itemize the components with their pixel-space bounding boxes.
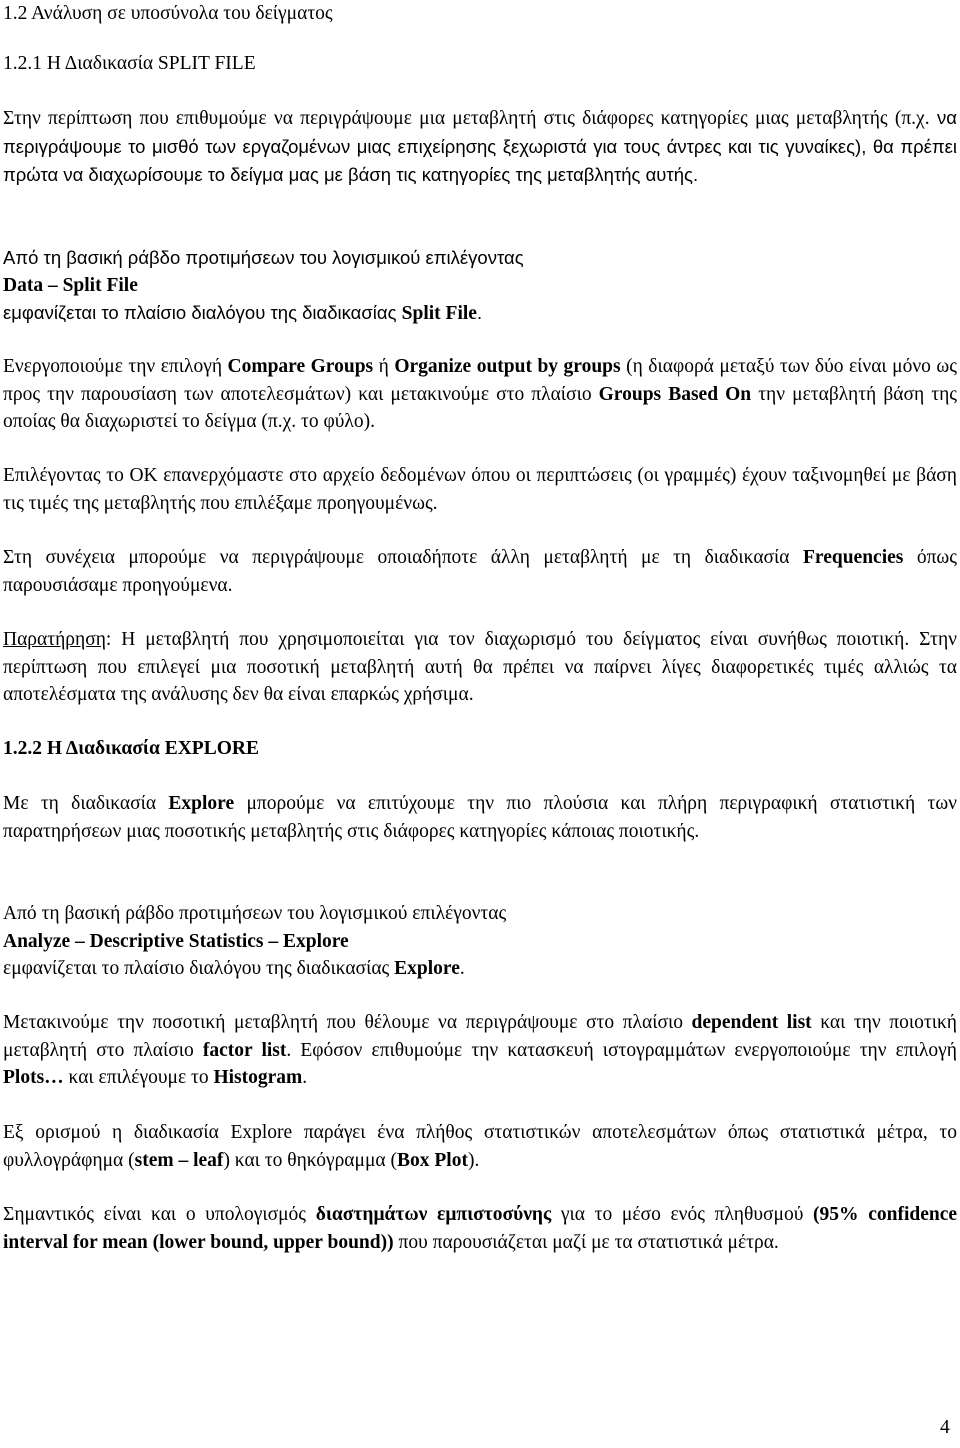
paragraph-split-menu bbox=[3, 244, 957, 328]
split-file-dialog-name: Split File bbox=[401, 303, 477, 324]
factor-list-box: factor list bbox=[202, 1039, 287, 1061]
confidence-intervals-term: διαστημάτων εμπιστοσύνης bbox=[315, 1204, 552, 1225]
paragraph-explore-menu bbox=[3, 900, 957, 983]
split-menu-result-text: εμφανίζεται το πλαίσιο διαλόγου της διαδικασίας bbox=[3, 302, 402, 323]
paragraph-note bbox=[3, 626, 957, 709]
output-text-3: ). bbox=[467, 1149, 480, 1171]
dependent-text-1: Μετακινούμε την ποσοτική μεταβλητή που θέλουμε να περιγράψουμε στο πλαίσιο bbox=[3, 1012, 692, 1033]
explore-menu-result-text: εμφανίζεται το πλαίσιο διαλόγου της διαδικασίας bbox=[3, 958, 395, 979]
paragraph-split-intro-sans: να περιγράψουμε το μισθό των εργαζομένων μιας επιχείρησης ξεχωριστά για τους άντρες και τις γυναίκες), θα πρέπει πρώτα να διαχωρίσουμε το δείγμα μας με βάση τις κατηγορίες της μεταβλητής αυτής. bbox=[3, 107, 957, 185]
compare-text-4: την μεταβλητή βάση της οποίας θα διαχωριστεί το δείγμα (π.χ. το φύλο). bbox=[3, 383, 957, 432]
plots-option: Plots… bbox=[3, 1067, 64, 1088]
explore-procedure: Explore bbox=[168, 793, 235, 814]
stem-leaf-term: stem – leaf bbox=[134, 1149, 224, 1171]
organize-output-option: Organize output by groups bbox=[394, 356, 621, 377]
page-number: 4 bbox=[940, 1417, 950, 1438]
ci-text-3: που παρουσιάζεται μαζί με τα στατιστικά μέτρα. bbox=[393, 1231, 779, 1253]
output-text-2: ) και το θηκόγραμμα ( bbox=[223, 1149, 398, 1171]
paragraph-confidence-interval bbox=[3, 1201, 957, 1256]
histogram-option: Histogram bbox=[213, 1067, 303, 1088]
section-heading: 1.2 Ανάλυση σε υποσύνολα του δείγματος bbox=[3, 3, 333, 24]
split-menu-result-end: . bbox=[476, 302, 483, 323]
explore-menu-path: Analyze – Descriptive Statistics – Explore bbox=[3, 930, 349, 952]
groups-based-on-box: Groups Based On bbox=[598, 383, 752, 405]
paragraph-explore-output bbox=[3, 1119, 957, 1174]
freq-text-2: όπως παρουσιάσαμε προηγούμενα. bbox=[3, 547, 957, 596]
dependent-list-box: dependent list bbox=[691, 1012, 812, 1033]
split-menu-path: Data – Split File bbox=[3, 274, 138, 296]
note-label: Παρατήρηση bbox=[3, 629, 106, 650]
note-text: : Η μεταβλητή που χρησιμοποιείται για τον διαχωρισμό του δείγματος είναι συνήθως ποιοτική. Στην περίπτωση που επιλεγεί μια ποσοτική μεταβλητή αυτή θα πρέπει να παίρνει λίγες διαφορετικές τιμές αλλιώς τα αποτελέσματα της ανάλυσης δεν θα είναι επαρκώς χρήσιμα. bbox=[3, 629, 957, 705]
paragraph-compare-groups bbox=[3, 353, 957, 436]
paragraph-explore-intro bbox=[3, 790, 957, 845]
explore-intro-text-1: Με τη διαδικασία bbox=[3, 793, 169, 814]
box-plot-term: Box Plot bbox=[397, 1149, 468, 1171]
compare-groups-option: Compare Groups bbox=[227, 356, 374, 377]
compare-text-3: (η διαφορά μεταξύ των δύο είναι μόνο ως προς την παρουσίαση των αποτελεσμάτων) και μετακινούμε στο πλαίσιο bbox=[3, 356, 957, 405]
explore-menu-result bbox=[3, 955, 957, 983]
compare-text-2: ή bbox=[373, 356, 395, 377]
freq-text-1: Στη συνέχεια μπορούμε να περιγράψουμε οποιαδήποτε άλλη μεταβλητή με τη διαδικασία bbox=[3, 547, 803, 568]
compare-text-1: Ενεργοποιούμε την επιλογή bbox=[3, 356, 228, 377]
paragraph-dependent-list bbox=[3, 1009, 957, 1092]
output-text-1: Εξ ορισμού η διαδικασία Explore παράγει ένα πλήθος στατιστικών αποτελεσμάτων όπως στατιστικά μέτρα, το φυλλογράφημα ( bbox=[3, 1122, 957, 1171]
subsection-heading-split-file: 1.2.1 Η Διαδικασία SPLIT FILE bbox=[3, 53, 256, 74]
explore-menu-line: Από τη βασική ράβδο προτιμήσεων του λογισμικού επιλέγοντας bbox=[3, 903, 507, 924]
split-menu-result bbox=[3, 299, 957, 328]
dependent-text-4: και επιλέγουμε το bbox=[63, 1067, 214, 1088]
paragraph-split-intro bbox=[3, 104, 957, 190]
dependent-text-5: . bbox=[302, 1067, 308, 1088]
explore-menu-result-end: . bbox=[459, 958, 465, 979]
frequencies-procedure: Frequencies bbox=[802, 547, 904, 568]
ci-text-1: Σημαντικός είναι και ο υπολογισμός bbox=[3, 1204, 316, 1225]
confidence-interval-label: (95% confidence interval for mean (lower bound, upper bound)) bbox=[3, 1204, 958, 1253]
explore-intro-text-2: μπορούμε να επιτύχουμε την πιο πλούσια και πλήρη περιγραφική στατιστική των παρατηρήσεων μιας ποσοτικής μεταβλητής στις διάφορες κατηγορίες κάποιας ποιοτικής. bbox=[3, 793, 957, 842]
paragraph-split-intro-serif: Στην περίπτωση που επιθυμούμε να περιγράψουμε μια μεταβλητή στις διάφορες κατηγορίες μιας μεταβλητής (π.χ. bbox=[3, 108, 930, 129]
ci-text-2: για το μέσο ενός πληθυσμού bbox=[551, 1204, 814, 1225]
split-menu-line: Από τη βασική ράβδο προτιμήσεων του λογισμικού επιλέγοντας bbox=[3, 247, 524, 268]
explore-dialog-name: Explore bbox=[394, 958, 460, 979]
dependent-text-2: και την ποιοτική μεταβλητή στο πλαίσιο bbox=[3, 1012, 957, 1061]
paragraph-frequencies bbox=[3, 544, 957, 599]
dependent-text-3: . Εφόσον επιθυμούμε την κατασκευή ιστογραμμάτων ενεργοποιούμε την επιλογή bbox=[286, 1039, 957, 1061]
paragraph-ok: Επιλέγοντας το ΟΚ επανερχόμαστε στο αρχείο δεδομένων όπου οι περιπτώσεις (οι γραμμές) έχουν ταξινομηθεί με βάση τις τιμές της μεταβλητής που επιλέξαμε προηγουμένως. bbox=[3, 465, 957, 514]
subsection-heading-explore: 1.2.2 Η Διαδικασία EXPLORE bbox=[3, 738, 259, 759]
